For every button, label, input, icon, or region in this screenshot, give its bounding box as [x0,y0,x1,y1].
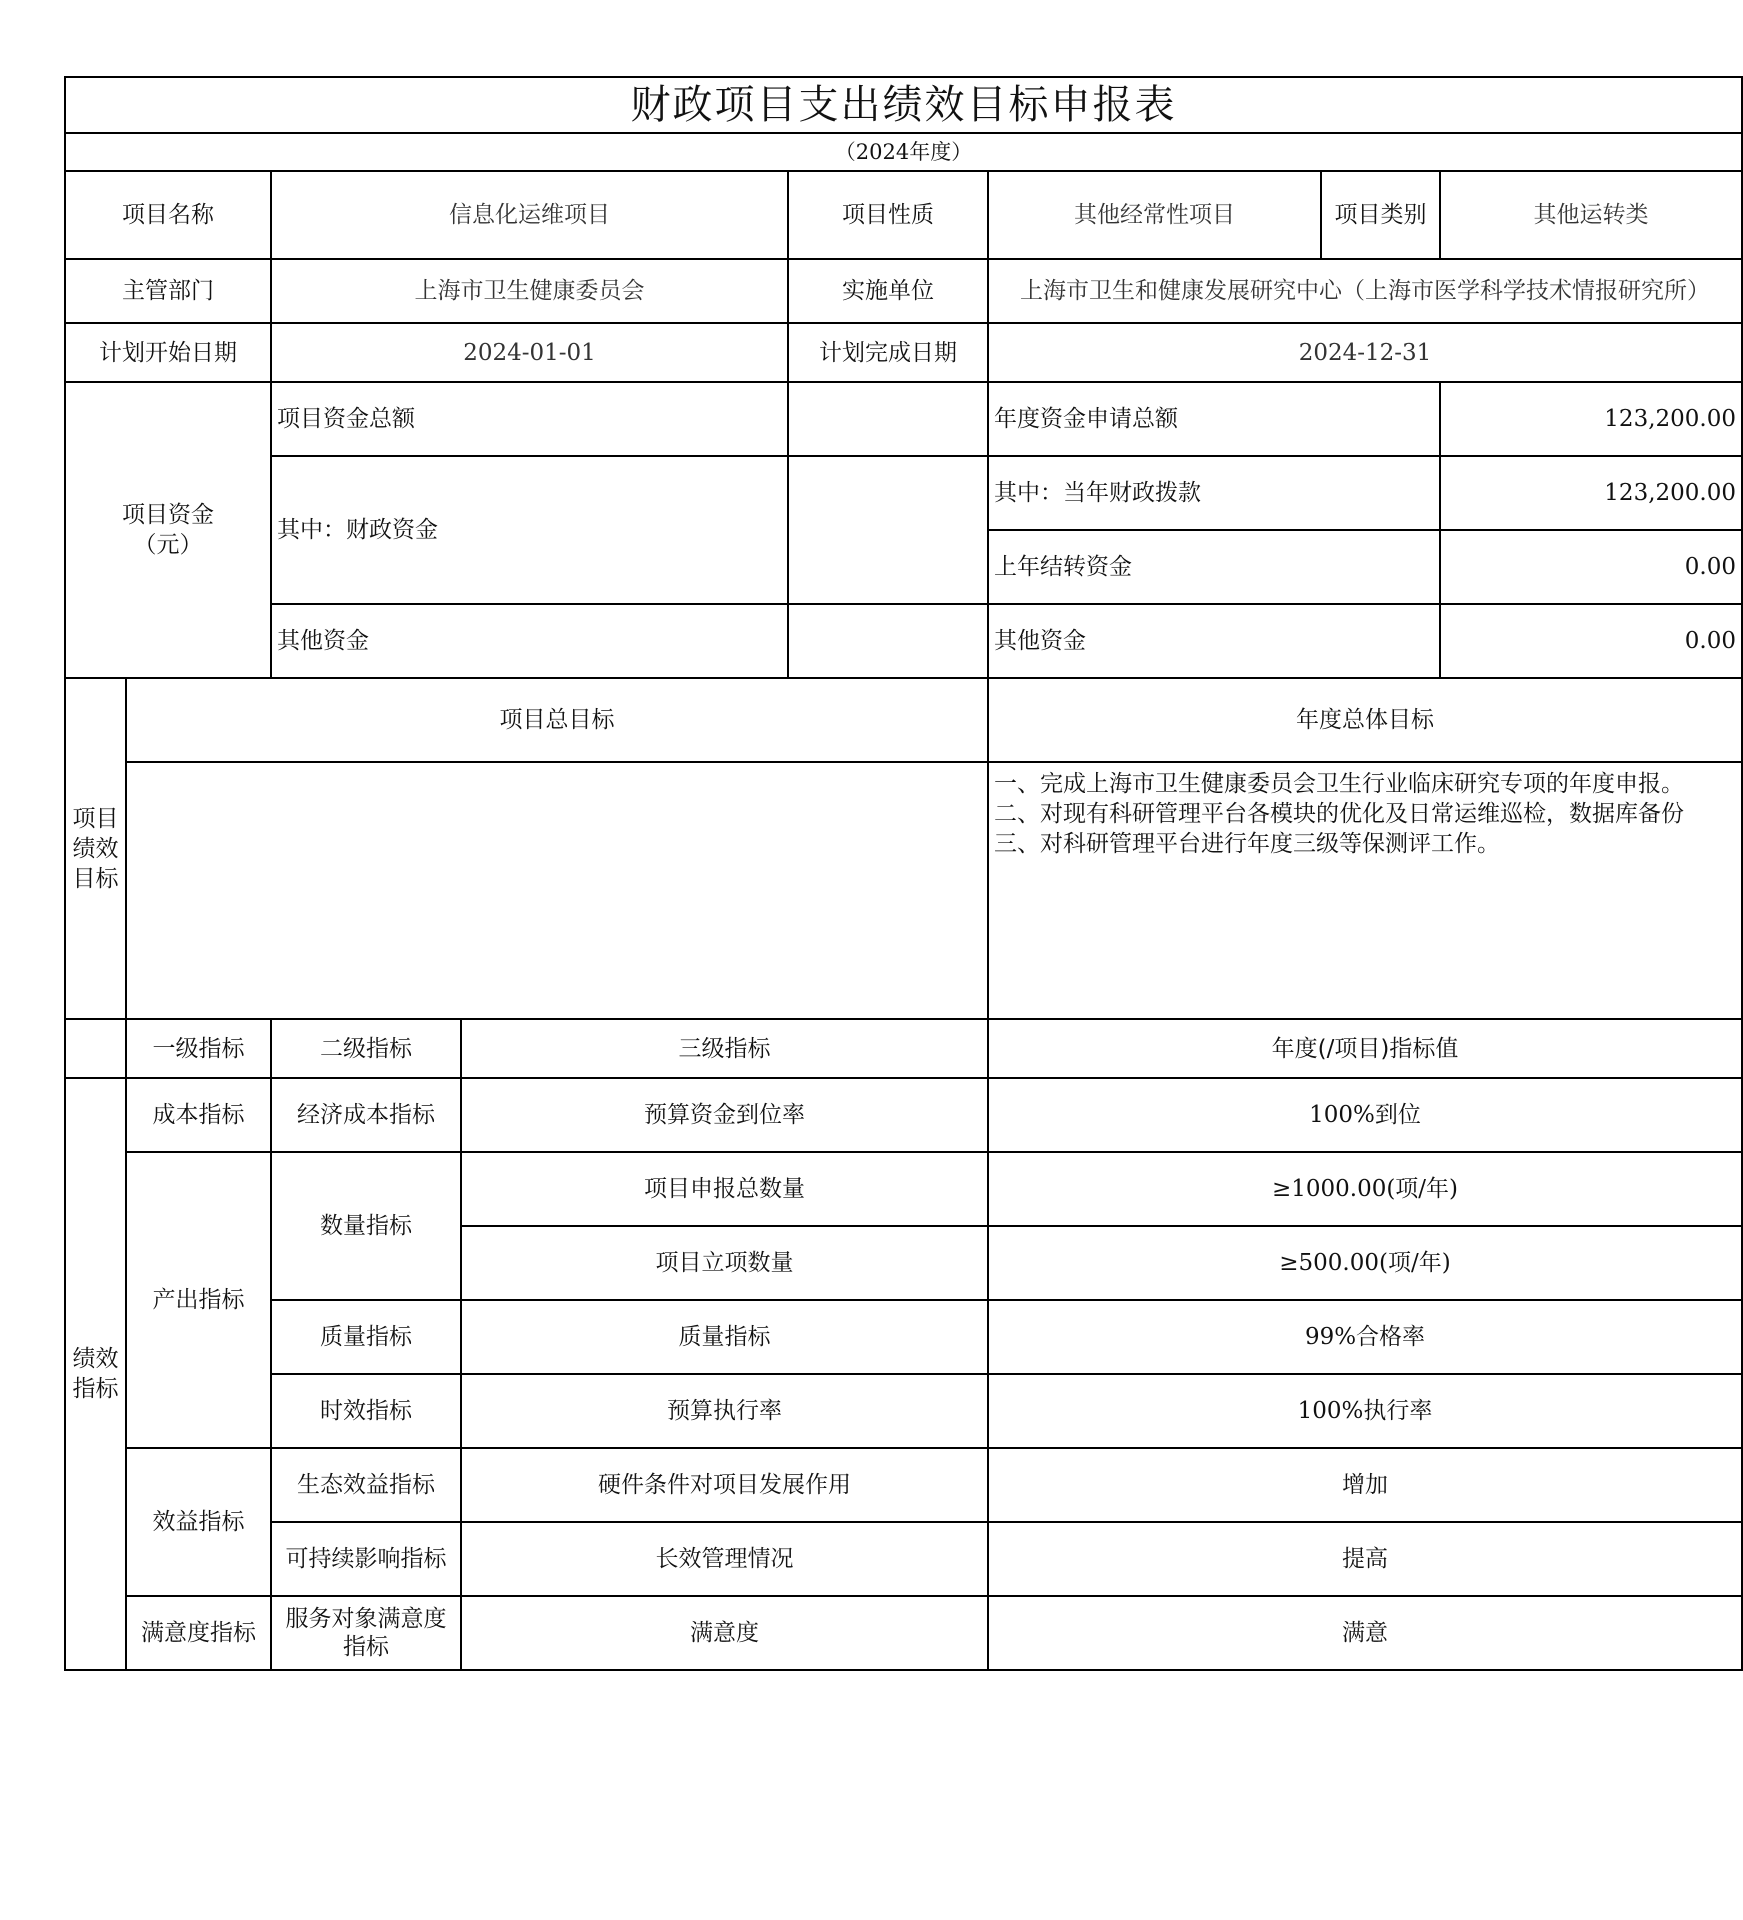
row5-level3: 预算执行率 [461,1374,988,1448]
start-date-value: 2024-01-01 [271,323,788,382]
annual-funds-value: 123,200.00 [1440,382,1742,456]
row6-level3: 硬件条件对项目发展作用 [461,1448,988,1522]
indicators-side-label-2: 指标 [72,1376,119,1402]
row7-value: 提高 [988,1522,1742,1596]
row5-level2: 时效指标 [271,1374,461,1448]
row8-level2: 服务对象满意度指标 [271,1596,461,1670]
project-category-label: 项目类别 [1321,171,1440,259]
goals-side-label [65,678,126,1019]
row3-value: ≥500.00(项/年) [988,1226,1742,1300]
funds-label-line1: 项目资金 [122,502,214,528]
unit-value: 上海市卫生和健康发展研究中心（上海市医学科学技术情报研究所） [988,259,1742,323]
end-date-label: 计划完成日期 [788,323,988,382]
performance-target-form [64,76,1736,1671]
row3-level3: 项目立项数量 [461,1226,988,1300]
group-cost: 成本指标 [126,1078,271,1152]
row7-level3: 长效管理情况 [461,1522,988,1596]
project-name-value: 信息化运维项目 [271,171,788,259]
annual-goal-line-1: 一、完成上海市卫生健康委员会卫生行业临床研究专项的年度申报。 [994,771,1684,797]
dept-label: 主管部门 [65,259,271,323]
project-category-value: 其他运转类 [1440,171,1742,259]
project-nature-label: 项目性质 [788,171,988,259]
row4-level3: 质量指标 [461,1300,988,1374]
row6-level2: 生态效益指标 [271,1448,461,1522]
row5-value: 100%执行率 [988,1374,1742,1448]
row1-level3: 预算资金到位率 [461,1078,988,1152]
goals-side-label-1: 项目 [72,805,119,832]
form-table [64,76,1743,1671]
row8-value: 满意 [988,1596,1742,1670]
carryover-label: 上年结转资金 [988,530,1440,604]
end-date-value: 2024-12-31 [988,323,1742,382]
annual-other-funds-value: 0.00 [1440,604,1742,678]
row4-value: 99%合格率 [988,1300,1742,1374]
row1-level2: 经济成本指标 [271,1078,461,1152]
row2-level3: 项目申报总数量 [461,1152,988,1226]
indicator-value-header: 年度(/项目)指标值 [988,1019,1742,1078]
form-year: （2024年度） [65,133,1742,171]
fiscal-funds-label: 其中：财政资金 [271,456,788,604]
annual-other-funds-label: 其他资金 [988,604,1440,678]
indicators-side-label-1: 绩效 [72,1346,119,1372]
dept-value: 上海市卫生健康委员会 [271,259,788,323]
current-fiscal-label: 其中：当年财政拨款 [988,456,1440,530]
group-benefit: 效益指标 [126,1448,271,1596]
project-nature-value: 其他经常性项目 [988,171,1321,259]
group-output: 产出指标 [126,1152,271,1448]
total-goal-text [126,762,988,1019]
row4-level2: 质量指标 [271,1300,461,1374]
row6-value: 增加 [988,1448,1742,1522]
row2-level2: 数量指标 [271,1152,461,1300]
level2-header: 二级指标 [271,1019,461,1078]
project-name-label: 项目名称 [65,171,271,259]
level3-header: 三级指标 [461,1019,988,1078]
funds-label [65,382,271,678]
form-title: 财政项目支出绩效目标申报表 [65,77,1742,133]
current-fiscal-value: 123,200.00 [1440,456,1742,530]
annual-goal-header: 年度总体目标 [988,678,1742,762]
start-date-label: 计划开始日期 [65,323,271,382]
annual-goal-line-3: 三、对科研管理平台进行年度三级等保测评工作。 [994,831,1500,857]
goals-side-label-3: 目标 [72,865,119,892]
row7-level2: 可持续影响指标 [271,1522,461,1596]
annual-goal-line-2: 二、对现有科研管理平台各模块的优化及日常运维巡检，数据库备份 [994,801,1684,827]
annual-goal-text [988,762,1742,1019]
goals-side-label-2: 绩效 [72,835,119,862]
level1-header: 一级指标 [126,1019,271,1078]
indicators-side-label [65,1078,126,1670]
unit-label: 实施单位 [788,259,988,323]
row8-level3: 满意度 [461,1596,988,1670]
other-funds-label: 其他资金 [271,604,788,678]
funds-total-value [788,382,988,456]
fiscal-funds-value [788,456,988,604]
row2-value: ≥1000.00(项/年) [988,1152,1742,1226]
group-satisfaction: 满意度指标 [126,1596,271,1670]
indicator-header-blank [65,1019,126,1078]
row1-value: 100%到位 [988,1078,1742,1152]
other-funds-value [788,604,988,678]
annual-funds-label: 年度资金申请总额 [988,382,1440,456]
carryover-value: 0.00 [1440,530,1742,604]
total-goal-header: 项目总目标 [126,678,988,762]
funds-total-label: 项目资金总额 [271,382,788,456]
funds-label-line2: （元） [133,532,203,558]
